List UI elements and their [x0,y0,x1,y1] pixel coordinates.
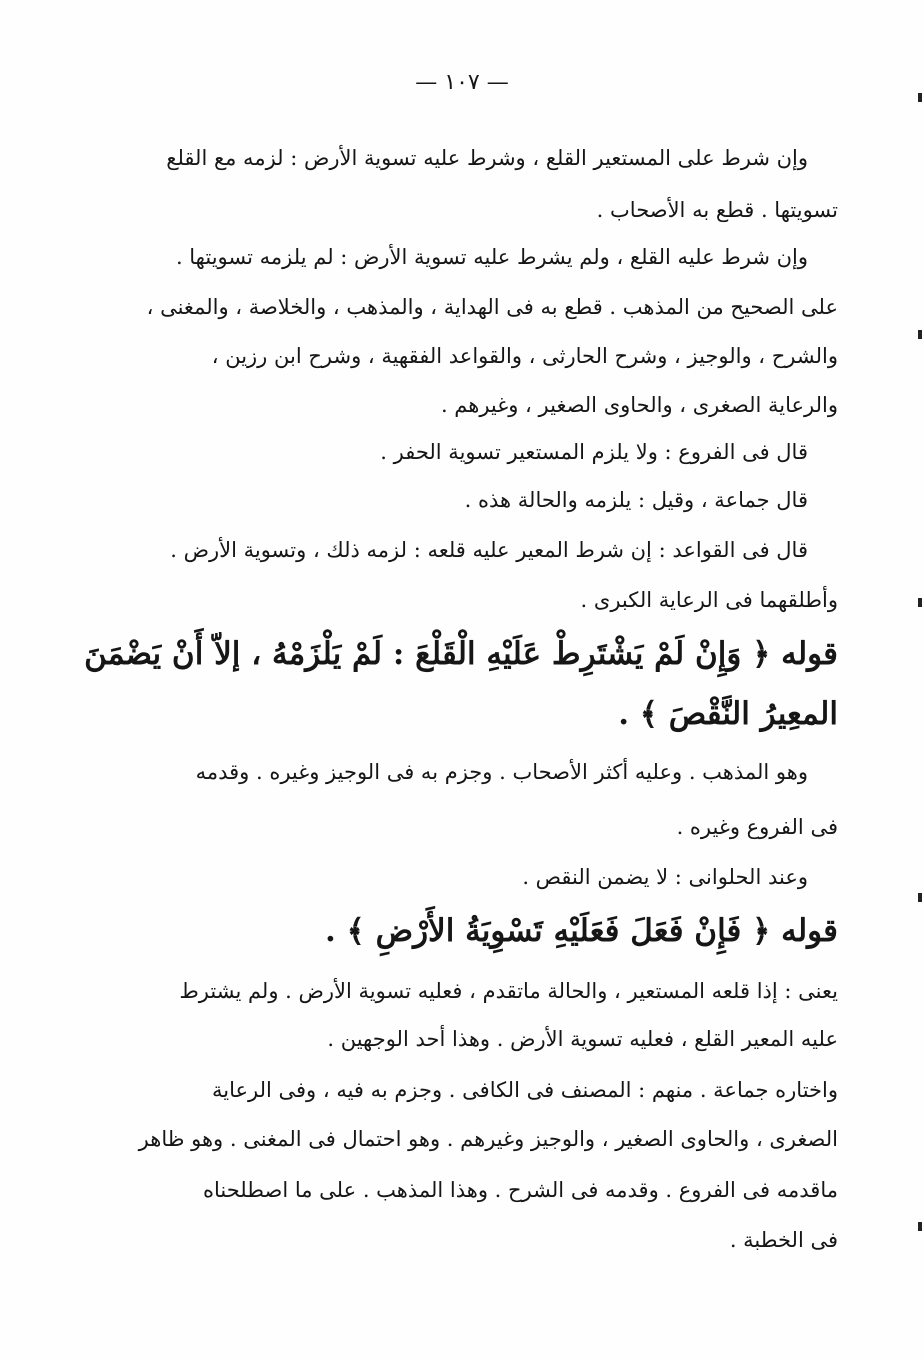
paragraph-line: وإن شرط على المستعير القلع ، وشرط عليه تسوية الأرض : لزمه مع القلع [166,146,808,170]
scan-edge-mark [918,1222,922,1231]
paragraph-line: فى الفروع وغيره . [676,815,838,839]
scan-edge-mark [918,598,922,607]
paragraph-line: وإن شرط عليه القلع ، ولم يشرط عليه تسوية الأرض : لم يلزمه تسويتها . [175,245,808,269]
page-number: — ١٠٧ — [415,70,509,95]
paragraph-line: قال جماعة ، وقيل : يلزمه والحالة هذه . [464,488,808,512]
paragraph-line: قال فى القواعد : إن شرط المعير عليه قلعه : لزمه ذلك ، وتسوية الأرض . [170,538,808,562]
paragraph-line: يعنى : إذا قلعه المستعير ، والحالة ماتقدم ، فعليه تسوية الأرض . ولم يشترط [179,979,838,1003]
scan-edge-mark [918,93,922,102]
paragraph-line: ماقدمه فى الفروع . وقدمه فى الشرح . وهذا المذهب . على ما اصطلحناه [203,1178,838,1202]
paragraph-line: على الصحيح من المذهب . قطع به فى الهداية ، والمذهب ، والخلاصة ، والمغنى ، [146,295,838,319]
quoted-heading-line: قوله ﴿ فَإِنْ فَعَلَ فَعَلَيْهِ تَسْوِيَةُ الأَرْضِ ﴾ . [325,913,838,949]
paragraph-line: فى الخطبة . [729,1228,838,1252]
quoted-heading-line: قوله ﴿ وَإِنْ لَمْ يَشْتَرِطْ عَلَيْهِ الْقَلْعَ : لَمْ يَلْزَمْهُ ، إلاّ أَنْ يَضْمَنَ [84,636,838,672]
paragraph-line: عليه المعير القلع ، فعليه تسوية الأرض . وهذا أحد الوجهين . [327,1027,838,1051]
paragraph-line: واختاره جماعة . منهم : المصنف فى الكافى . وجزم به فيه ، وفى الرعاية [211,1078,838,1102]
paragraph-line: وأطلقهما فى الرعاية الكبرى . [580,588,838,612]
quoted-heading-line: المعِيرُ النَّقْصَ ﴾ . [618,696,838,732]
paragraph-line: قال فى الفروع : ولا يلزم المستعير تسوية الحفر . [380,440,808,464]
paragraph-line: وعند الحلوانى : لا يضمن النقص . [522,865,808,889]
paragraph-line: وهو المذهب . وعليه أكثر الأصحاب . وجزم به فى الوجيز وغيره . وقدمه [195,760,808,784]
paragraph-line: تسويتها . قطع به الأصحاب . [596,198,838,222]
paragraph-line: الصغرى ، والحاوى الصغير ، والوجيز وغيرهم . وهو احتمال فى المغنى . وهو ظاهر [138,1127,838,1151]
paragraph-line: والرعاية الصغرى ، والحاوى الصغير ، وغيرهم . [440,393,838,417]
scan-edge-mark [918,330,922,339]
scan-edge-mark [918,893,922,902]
paragraph-line: والشرح ، والوجيز ، وشرح الحارثى ، والقواعد الفقهية ، وشرح ابن رزين ، [211,344,838,368]
